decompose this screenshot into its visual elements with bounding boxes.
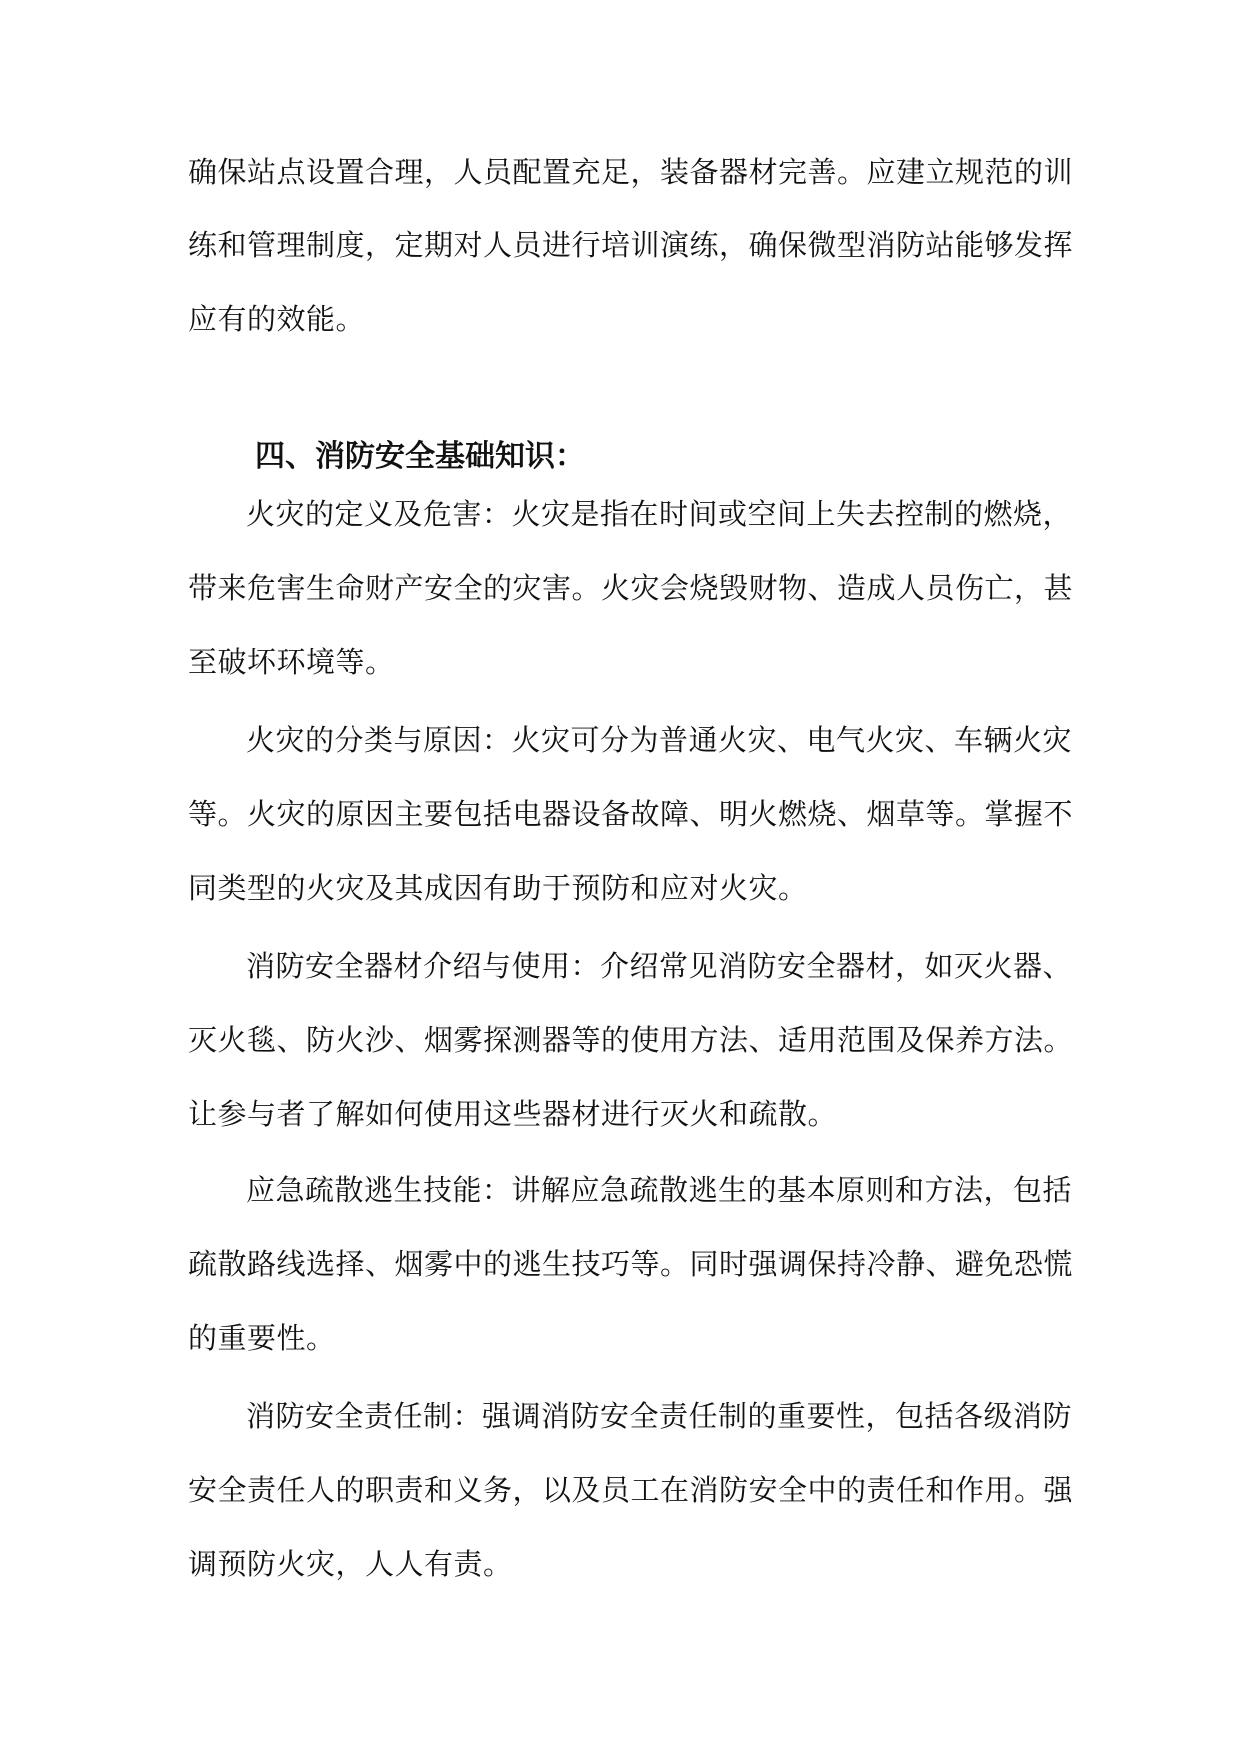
paragraph-6-line-3: 调预防火灾，人人有责。 bbox=[188, 1547, 513, 1581]
paragraph-6-line-2: 安全责任人的职责和义务，以及员工在消防安全中的责任和作用。强 bbox=[188, 1473, 1074, 1507]
paragraph-5-line-3: 的重要性。 bbox=[188, 1321, 336, 1355]
paragraph-1-line-3: 应有的效能。 bbox=[188, 302, 366, 336]
paragraph-1-line-2: 练和管理制度，定期对人员进行培训演练，确保微型消防站能够发挥 bbox=[188, 228, 1074, 262]
paragraph-4-line-1: 消防安全器材介绍与使用：介绍常见消防安全器材，如灭火器、 bbox=[246, 949, 1073, 983]
paragraph-6-line-1: 消防安全责任制：强调消防安全责任制的重要性，包括各级消防 bbox=[246, 1399, 1073, 1433]
paragraph-4-line-2: 灭火毯、防火沙、烟雾探测器等的使用方法、适用范围及保养方法。 bbox=[188, 1023, 1074, 1057]
paragraph-5-line-2: 疏散路线选择、烟雾中的逃生技巧等。同时强调保持冷静、避免恐慌 bbox=[188, 1247, 1074, 1281]
section-heading: 四、消防安全基础知识： bbox=[255, 438, 585, 474]
paragraph-5-line-1: 应急疏散逃生技能：讲解应急疏散逃生的基本原则和方法，包括 bbox=[246, 1173, 1073, 1207]
paragraph-1-line-1: 确保站点设置合理，人员配置充足，装备器材完善。应建立规范的训 bbox=[188, 155, 1074, 189]
paragraph-3-line-1: 火灾的分类与原因：火灾可分为普通火灾、电气火灾、车辆火灾 bbox=[246, 723, 1073, 757]
paragraph-3-line-2: 等。火灾的原因主要包括电器设备故障、明火燃烧、烟草等。掌握不 bbox=[188, 797, 1074, 831]
paragraph-4-line-3: 让参与者了解如何使用这些器材进行灭火和疏散。 bbox=[188, 1097, 838, 1131]
paragraph-2-line-1: 火灾的定义及危害：火灾是指在时间或空间上失去控制的燃烧， bbox=[246, 497, 1073, 531]
paragraph-2-line-2: 带来危害生命财产安全的灾害。火灾会烧毁财物、造成人员伤亡，甚 bbox=[188, 571, 1074, 605]
paragraph-3-line-3: 同类型的火灾及其成因有助于预防和应对火灾。 bbox=[188, 871, 808, 905]
paragraph-2-line-3: 至破坏环境等。 bbox=[188, 645, 395, 679]
